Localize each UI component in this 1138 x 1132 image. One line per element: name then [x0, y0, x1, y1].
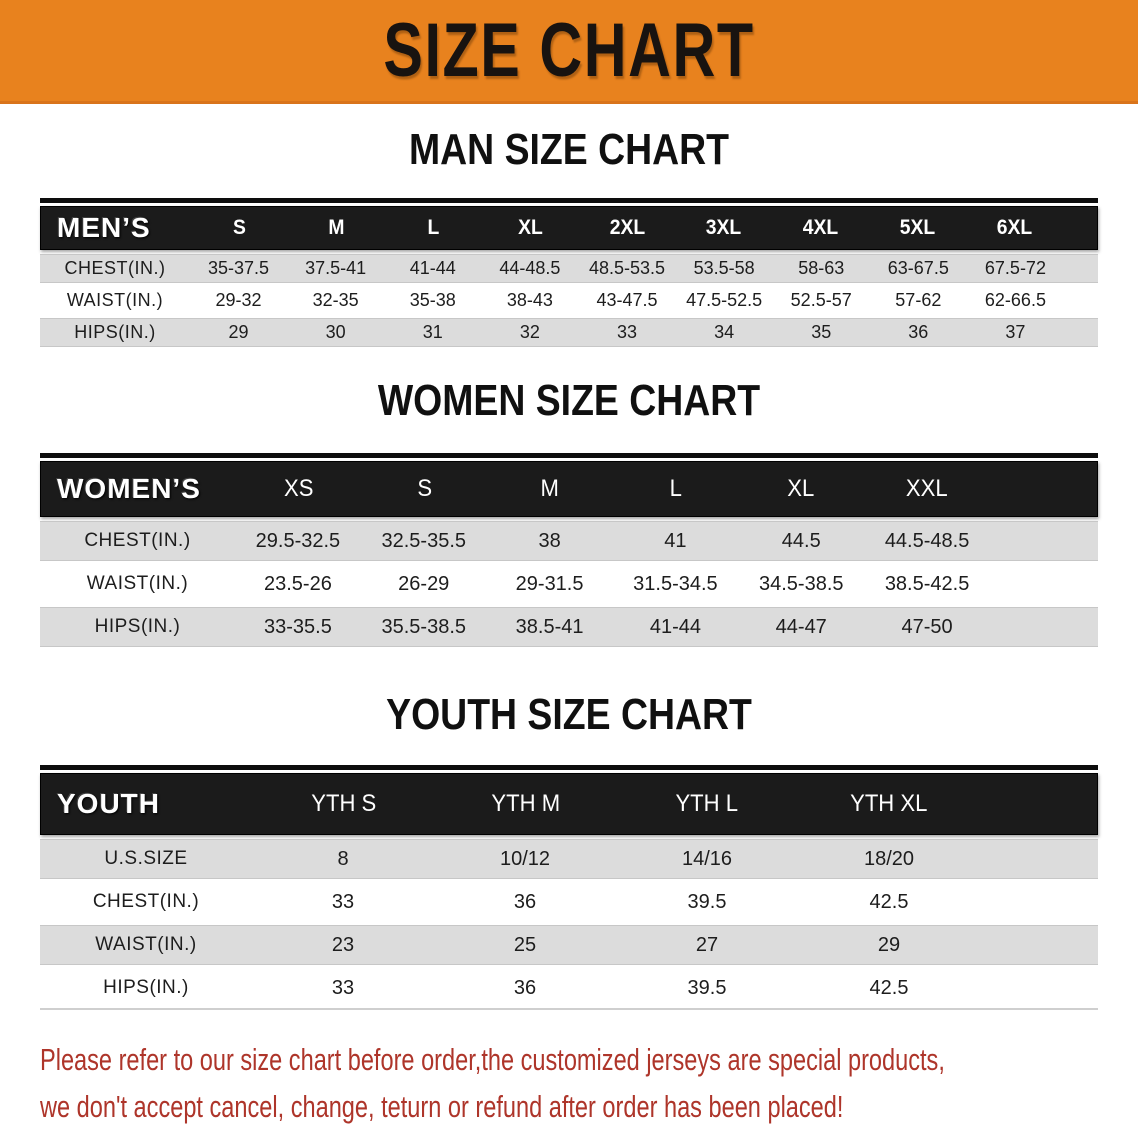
disclaimer	[40, 1036, 1098, 1130]
size-chart-sections	[0, 126, 1138, 1010]
table-row	[40, 839, 1098, 879]
table-body	[40, 839, 1098, 1010]
size-cell: 34.5-38.5	[758, 572, 844, 595]
size-cell: 29-31.5	[515, 572, 584, 595]
size-cell: 57-62	[895, 290, 942, 310]
size-cell: 37	[1005, 322, 1026, 342]
size-cell: 41	[664, 529, 687, 552]
size-cell: 41-44	[409, 258, 456, 278]
size-cell: 33	[616, 322, 637, 342]
size-cell: 14/16	[681, 847, 733, 870]
size-column-header: 3XL	[706, 216, 742, 239]
size-column-header: 5XL	[899, 216, 936, 239]
size-cell: 36	[908, 322, 929, 342]
table-header	[40, 461, 1098, 517]
size-column-header: M	[328, 216, 345, 239]
table-header	[40, 773, 1098, 835]
table-row	[40, 521, 1098, 561]
size-cell: 33-35.5	[263, 615, 332, 638]
size-cell: 32.5-35.5	[381, 529, 466, 552]
size-cell: 29	[228, 322, 249, 342]
size-cell: 63-67.5	[887, 258, 949, 278]
table-body	[40, 254, 1098, 347]
men-size-chart-section	[0, 126, 1138, 347]
size-column-header: YTH L	[675, 790, 739, 817]
size-column-header: S	[416, 475, 432, 502]
men-table	[40, 198, 1098, 347]
size-cell: 53.5-58	[693, 258, 755, 278]
table-header-label: WOMEN’S	[57, 473, 201, 504]
size-cell: 58-63	[798, 258, 845, 278]
size-cell: 44-47	[775, 615, 827, 638]
table-row	[40, 318, 1098, 347]
size-column-header: YTH M	[490, 790, 560, 817]
size-cell: 48.5-53.5	[588, 258, 666, 278]
size-cell: 41-44	[649, 615, 701, 638]
table-body	[40, 521, 1098, 647]
size-cell: 26-29	[398, 572, 450, 595]
size-chart-banner	[0, 0, 1138, 104]
size-cell: 34	[714, 322, 735, 342]
section-title-men: MAN SIZE CHART	[409, 125, 729, 174]
size-cell: 38	[538, 529, 561, 552]
size-cell: 18/20	[863, 847, 915, 870]
youth-size-chart-section	[0, 691, 1138, 1010]
size-cell: 23	[331, 933, 355, 956]
size-cell: 44.5-48.5	[884, 529, 970, 552]
page-title: SIZE CHART	[383, 8, 755, 93]
size-cell: 27	[695, 933, 719, 956]
size-cell: 29	[877, 933, 901, 956]
size-column-header: XS	[284, 475, 314, 502]
row-label: CHEST(IN.)	[92, 891, 200, 912]
size-cell: 37.5-41	[305, 258, 367, 278]
size-cell: 32	[519, 322, 540, 342]
size-cell: 47-50	[901, 615, 953, 638]
size-cell: 35.5-38.5	[381, 615, 466, 638]
size-cell: 39.5	[687, 976, 727, 999]
size-cell: 62-66.5	[984, 290, 1046, 310]
size-column-header: 6XL	[996, 216, 1033, 239]
size-cell: 31.5-34.5	[633, 572, 718, 595]
size-column-header: XXL	[905, 475, 948, 502]
row-label: WAIST(IN.)	[95, 934, 197, 955]
size-cell: 39.5	[687, 890, 727, 913]
size-cell: 35-37.5	[208, 258, 270, 278]
size-cell: 29.5-32.5	[255, 529, 341, 552]
size-cell: 33	[331, 976, 355, 999]
row-label: WAIST(IN.)	[86, 573, 189, 594]
table-row	[40, 607, 1098, 647]
size-column-header: L	[427, 216, 440, 239]
size-column-header: YTH XL	[849, 790, 927, 817]
size-cell: 25	[513, 933, 537, 956]
table-row	[40, 882, 1098, 922]
table-row	[40, 968, 1098, 1010]
women-size-chart-section	[0, 377, 1138, 647]
size-cell: 31	[422, 322, 443, 342]
size-cell: 36	[513, 890, 537, 913]
size-cell: 43-47.5	[596, 290, 658, 310]
size-cell: 38-43	[506, 290, 553, 310]
table-header	[40, 206, 1098, 250]
row-label: CHEST(IN.)	[64, 258, 166, 278]
disclaimer-line-1: Please refer to our size chart before order,the customized jerseys are special products,	[40, 1042, 945, 1077]
women-table	[40, 453, 1098, 647]
youth-table	[40, 765, 1098, 1010]
size-cell: 42.5	[869, 976, 909, 999]
section-title-women: WOMEN SIZE CHART	[377, 376, 761, 425]
size-cell: 44.5	[781, 529, 821, 552]
size-column-header: 4XL	[803, 216, 839, 239]
size-cell: 44-48.5	[499, 258, 561, 278]
size-cell: 8	[337, 847, 349, 870]
row-label: CHEST(IN.)	[84, 530, 191, 551]
row-label: U.S.SIZE	[104, 848, 188, 869]
table-row	[40, 286, 1098, 315]
size-cell: 52.5-57	[790, 290, 852, 310]
size-cell: 38.5-41	[515, 615, 584, 638]
section-title-youth: YOUTH SIZE CHART	[386, 690, 752, 739]
size-cell: 38.5-42.5	[884, 572, 970, 595]
table-header-label: MEN’S	[57, 212, 151, 243]
size-cell: 10/12	[499, 847, 551, 870]
disclaimer-line-2: we don't accept cancel, change, teturn or refund after order has been placed!	[40, 1089, 844, 1124]
table-row	[40, 254, 1098, 283]
size-cell: 33	[331, 890, 355, 913]
size-cell: 32-35	[312, 290, 359, 310]
size-cell: 35-38	[409, 290, 456, 310]
table-header-label: YOUTH	[57, 788, 160, 819]
size-cell: 42.5	[869, 890, 909, 913]
size-cell: 47.5-52.5	[686, 290, 763, 310]
row-label: WAIST(IN.)	[66, 290, 164, 310]
size-column-header: L	[669, 475, 682, 502]
table-row	[40, 564, 1098, 604]
size-column-header: XL	[517, 216, 543, 239]
size-column-header: S	[232, 216, 246, 239]
size-column-header: XL	[787, 475, 815, 502]
size-cell: 23.5-26	[263, 572, 332, 595]
size-cell: 35	[811, 322, 832, 342]
size-cell: 29-32	[215, 290, 262, 310]
row-label: HIPS(IN.)	[74, 322, 156, 342]
table-row	[40, 925, 1098, 965]
size-cell: 30	[325, 322, 346, 342]
row-label: HIPS(IN.)	[94, 616, 181, 637]
size-column-header: YTH S	[311, 790, 377, 817]
size-column-header: 2XL	[609, 216, 645, 239]
size-column-header: M	[540, 475, 559, 502]
size-cell: 36	[513, 976, 537, 999]
size-cell: 67.5-72	[984, 258, 1046, 278]
row-label: HIPS(IN.)	[103, 977, 189, 998]
